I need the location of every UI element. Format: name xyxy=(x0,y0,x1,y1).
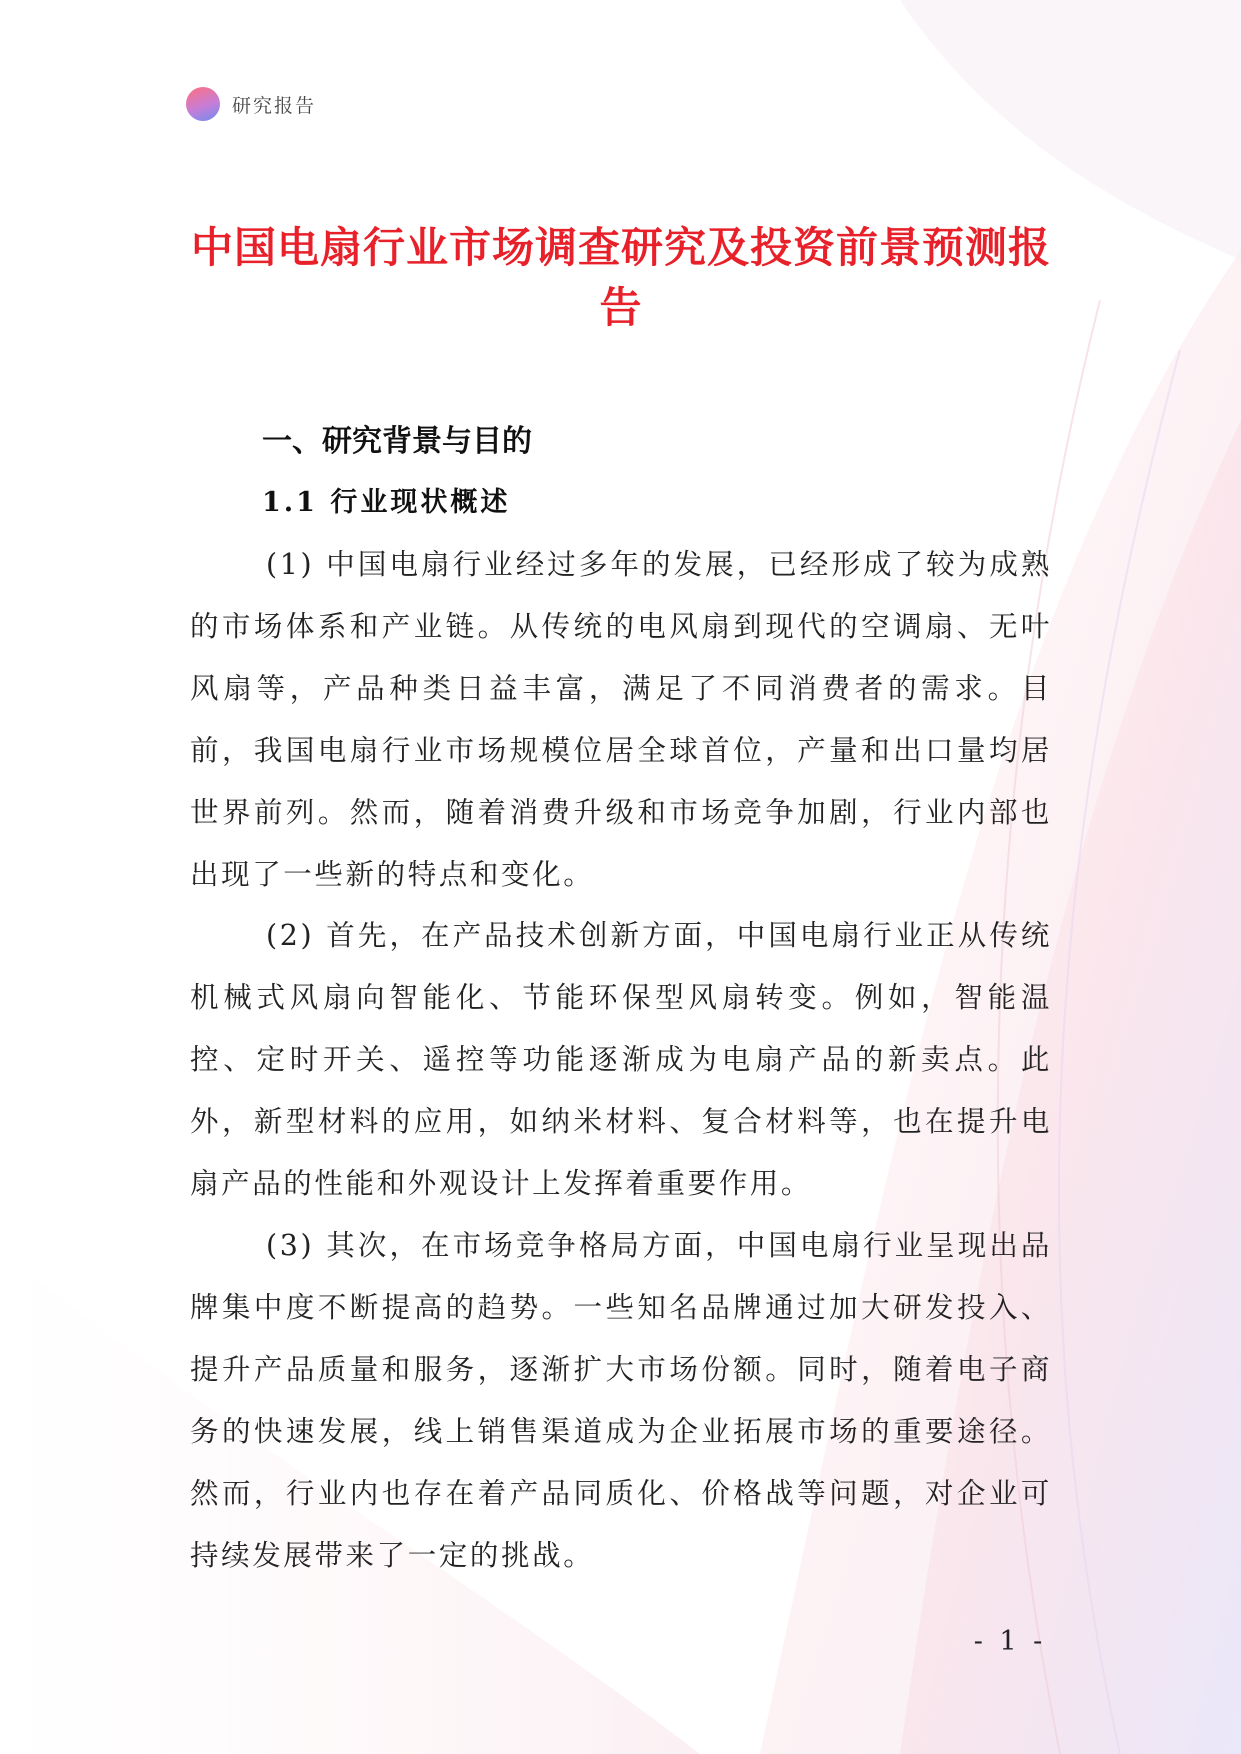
section-heading: 一、研究背景与目的 xyxy=(262,424,532,459)
subsection-heading: 1.1 行业现状概述 xyxy=(262,487,511,518)
paragraph-2: (2) 首先，在产品技术创新方面，中国电扇行业正从传统机械式风扇向智能化、节能环保型风扇转变。例如，智能温控、定时开关、遥控等功能逐渐成为电扇产品的新卖点。此外，新型材料的应用，如纳米材料、复合材料等，也在提升电扇产品的性能和外观设计上发挥着重要作用。 xyxy=(190,919,1052,1201)
page-number: - 1 - xyxy=(973,1626,1047,1657)
document-title: 中国电扇行业市场调查研究及投资前景预测报告 xyxy=(190,223,1051,332)
header xyxy=(186,86,316,122)
body-text xyxy=(190,534,1052,1586)
logo-icon xyxy=(186,87,220,121)
paragraph-1: (1) 中国电扇行业经过多年的发展，已经形成了较为成熟的市场体系和产业链。从传统的电风扇到现代的空调扇、无叶风扇等，产品种类日益丰富，满足了不同消费者的需求。目前，我国电扇行业市场规模位居全球首位，产量和出口量均居世界前列。然而，随着消费升级和市场竞争加剧，行业内部也出现了一些新的特点和变化。 xyxy=(190,548,1052,891)
header-label: 研究报告 xyxy=(232,94,317,117)
paragraph-3: (3) 其次，在市场竞争格局方面，中国电扇行业呈现出品牌集中度不断提高的趋势。一些知名品牌通过加大研发投入、提升产品质量和服务，逐渐扩大市场份额。同时，随着电子商务的快速发展，线上销售渠道成为企业拓展市场的重要途径。然而，行业内也存在着产品同质化、价格战等问题，对企业可持续发展带来了一定的挑战。 xyxy=(190,1228,1052,1572)
